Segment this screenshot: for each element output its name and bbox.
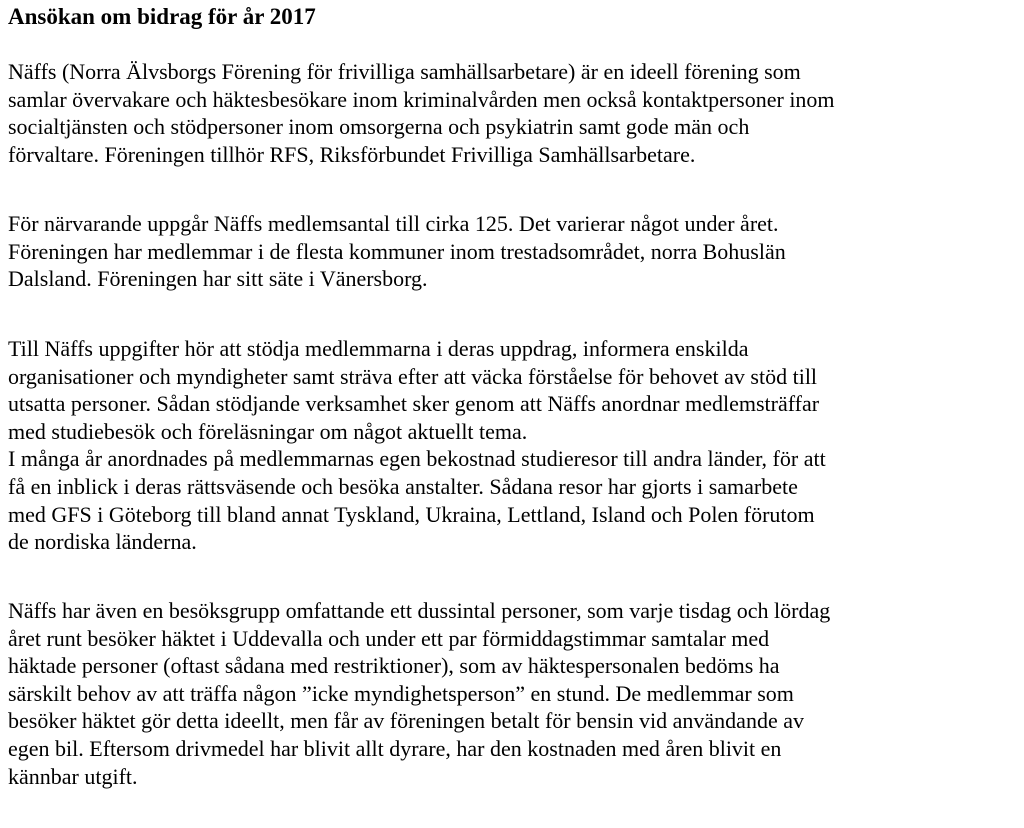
text-line: förvaltare. Föreningen tillhör RFS, Riksförbundet Frivilliga Samhällsarbetare.	[8, 141, 696, 167]
text-line: I många år anordnades på medlemmarnas egen bekostnad studieresor till andra länder, för att	[8, 446, 826, 472]
text-line: Till Näffs uppgifter hör att stödja medlemmarna i deras uppdrag, informera enskilda	[8, 336, 749, 361]
text-line: kännbar utgift.	[8, 763, 138, 789]
text-line: med GFS i Göteborg till bland annat Tyskland, Ukraina, Lettland, Island och Polen förutom	[8, 501, 815, 527]
text-line: året runt besöker häktet i Uddevalla och under ett par förmiddagstimmar samtalar med	[8, 625, 770, 651]
document-title: Ansökan om bidrag för år 2017	[8, 4, 316, 29]
text-line: de nordiska länderna.	[8, 529, 197, 555]
text-line: med studiebesök och föreläsningar om något aktuellt tema.	[8, 418, 528, 444]
paragraph-tasks	[8, 335, 1018, 556]
text-line: Näffs har även en besöksgrupp omfattande ett dussintal personer, som varje tisdag och lördag	[8, 598, 831, 623]
paragraph-visiting-group	[8, 597, 1018, 790]
text-line: socialtjänsten och stödpersoner inom omsorgerna och psykiatrin samt gode män och	[8, 114, 750, 140]
text-line: få en inblick i deras rättsväsende och besöka anstalter. Sådana resor har gjorts i samarbete	[8, 473, 798, 499]
text-line: besöker häktet gör detta ideellt, men får av föreningen betalt för bensin vid användande av	[8, 708, 804, 734]
text-line: Föreningen har medlemmar i de flesta kommuner inom trestadsområdet, norra Bohuslän	[8, 238, 786, 264]
text-line: För närvarande uppgår Näffs medlemsantal till cirka 125. Det varierar något under året.	[8, 211, 779, 236]
text-line: organisationer och myndigheter samt sträva efter att väcka förståelse för behovet av stöd till	[8, 363, 818, 389]
text-line: Dalsland. Föreningen har sitt säte i Vänersborg.	[8, 266, 428, 292]
text-line: häktade personer (oftast sådana med restriktioner), som av häktespersonalen bedöms ha	[8, 653, 780, 679]
paragraph-about-association	[8, 58, 1018, 168]
text-line: samlar övervakare och häktesbesökare inom kriminalvården men också kontaktpersoner inom	[8, 86, 835, 112]
paragraph-membership	[8, 210, 1018, 293]
text-line: Näffs (Norra Älvsborgs Förening för frivilliga samhällsarbetare) är en ideell förening som	[8, 59, 801, 84]
text-line: utsatta personer. Sådan stödjande verksamhet sker genom att Näffs anordnar medlemsträffar	[8, 391, 820, 417]
text-line: särskilt behov av att träffa någon ”icke myndighetsperson” en stund. De medlemmar som	[8, 680, 794, 706]
text-line: egen bil. Eftersom drivmedel har blivit allt dyrare, har den kostnaden med åren blivit en	[8, 735, 782, 761]
